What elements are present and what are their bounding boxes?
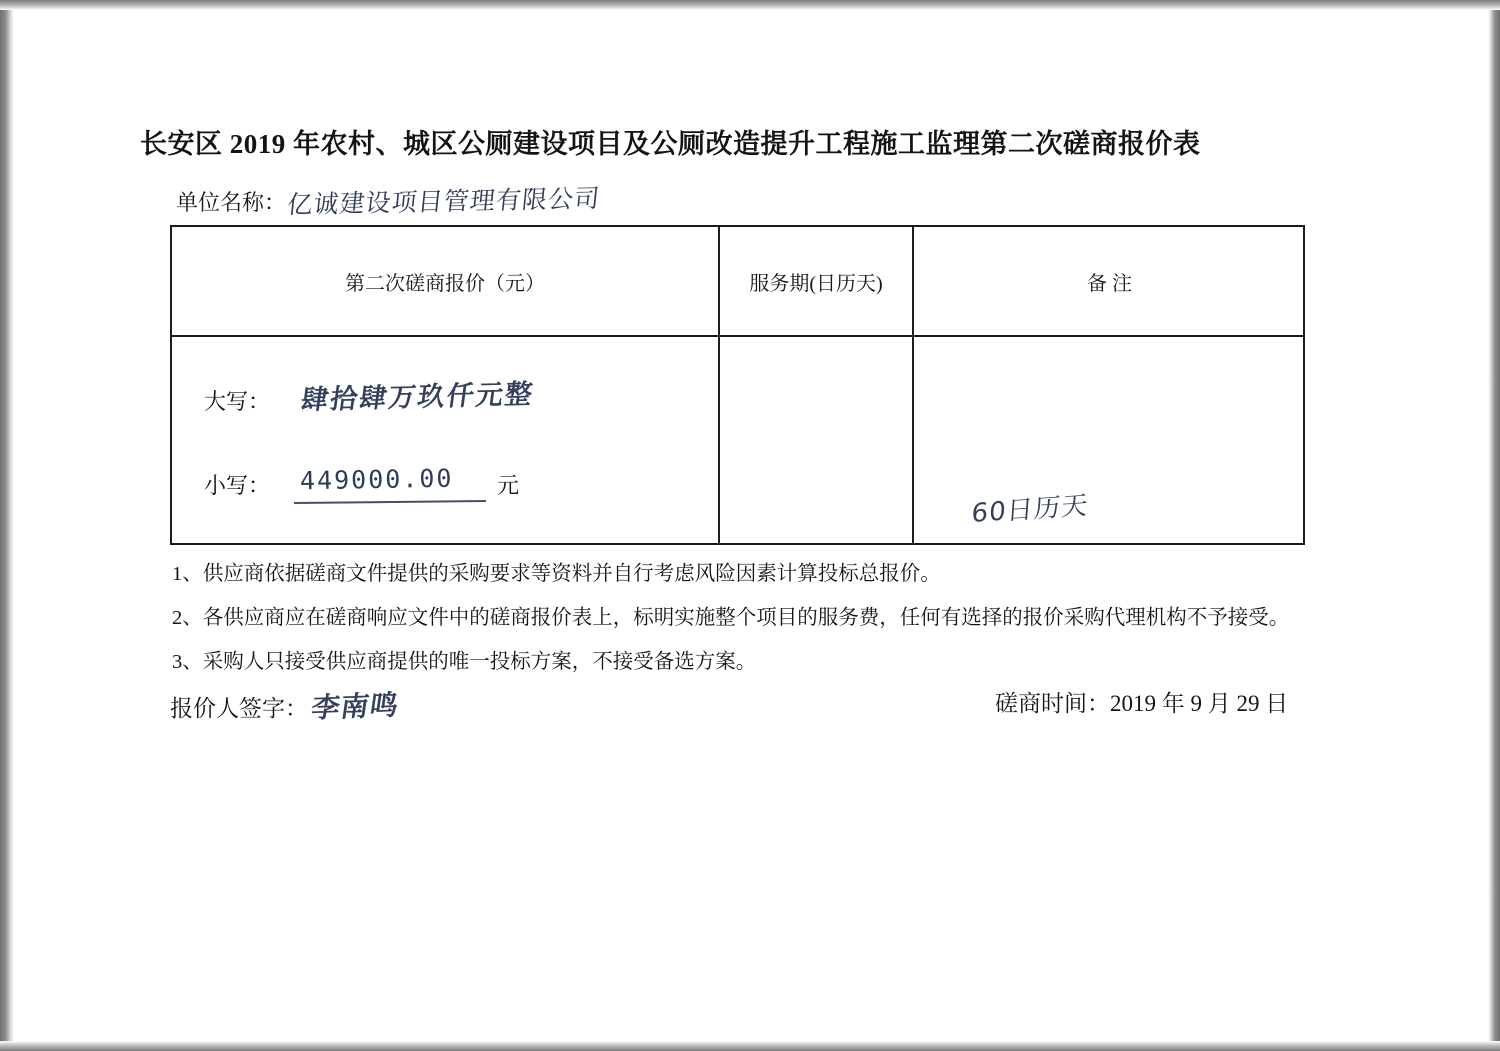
scan-edge-bottom xyxy=(0,1041,1500,1051)
service-period-handwritten-value: 60日历天 xyxy=(970,490,1090,530)
notes-list xyxy=(172,552,1352,684)
quotation-table xyxy=(170,225,1305,545)
signature-handwritten-value: 李南鸣 xyxy=(309,688,402,725)
amount-underline xyxy=(294,500,486,504)
note-item: 1、供应商依据磋商文件提供的采购要求等资料并自行考虑风险因素计算投标总报价。 xyxy=(172,563,941,585)
scan-edge-right xyxy=(1488,0,1500,1051)
signature-label: 报价人签字： xyxy=(170,696,308,721)
note-item: 2、各供应商应在磋商响应文件中的磋商报价表上，标明实施整个项目的服务费，任何有选择的报价采购代理机构不予接受。 xyxy=(172,607,1290,629)
table-header-price: 第二次磋商报价（元） xyxy=(345,272,545,295)
date-block xyxy=(995,685,1288,718)
amount-in-figures-handwritten-value: 449000.00 xyxy=(299,463,454,496)
scan-edge-top xyxy=(0,0,1500,10)
scan-edge-left xyxy=(0,0,14,1051)
unit-name-line xyxy=(176,182,600,218)
amount-in-words-label: 大写： xyxy=(204,389,271,414)
amount-unit-label: 元 xyxy=(497,473,520,498)
table-header-remark: 备 注 xyxy=(1087,272,1132,295)
note-item: 3、采购人只接受供应商提供的唯一投标方案，不接受备选方案。 xyxy=(172,651,757,673)
unit-name-handwritten-value: 亿诚建设项目管理有限公司 xyxy=(286,183,602,220)
amount-in-words-handwritten-value: 肆拾肆万玖仟元整 xyxy=(299,378,537,417)
table-header-service-period: 服务期(日历天) xyxy=(749,272,883,295)
date-label: 磋商时间： xyxy=(995,691,1110,716)
unit-name-label: 单位名称： xyxy=(176,190,287,215)
amount-in-figures-label: 小写： xyxy=(204,473,271,498)
table-cell-amount xyxy=(172,337,718,545)
date-value: 2019 年 9 月 29 日 xyxy=(1110,691,1289,716)
page-title: 长安区 2019 年农村、城区公厕建设项目及公厕改造提升工程施工监理第二次磋商报价表 xyxy=(140,129,1201,159)
signature-block xyxy=(170,685,402,725)
